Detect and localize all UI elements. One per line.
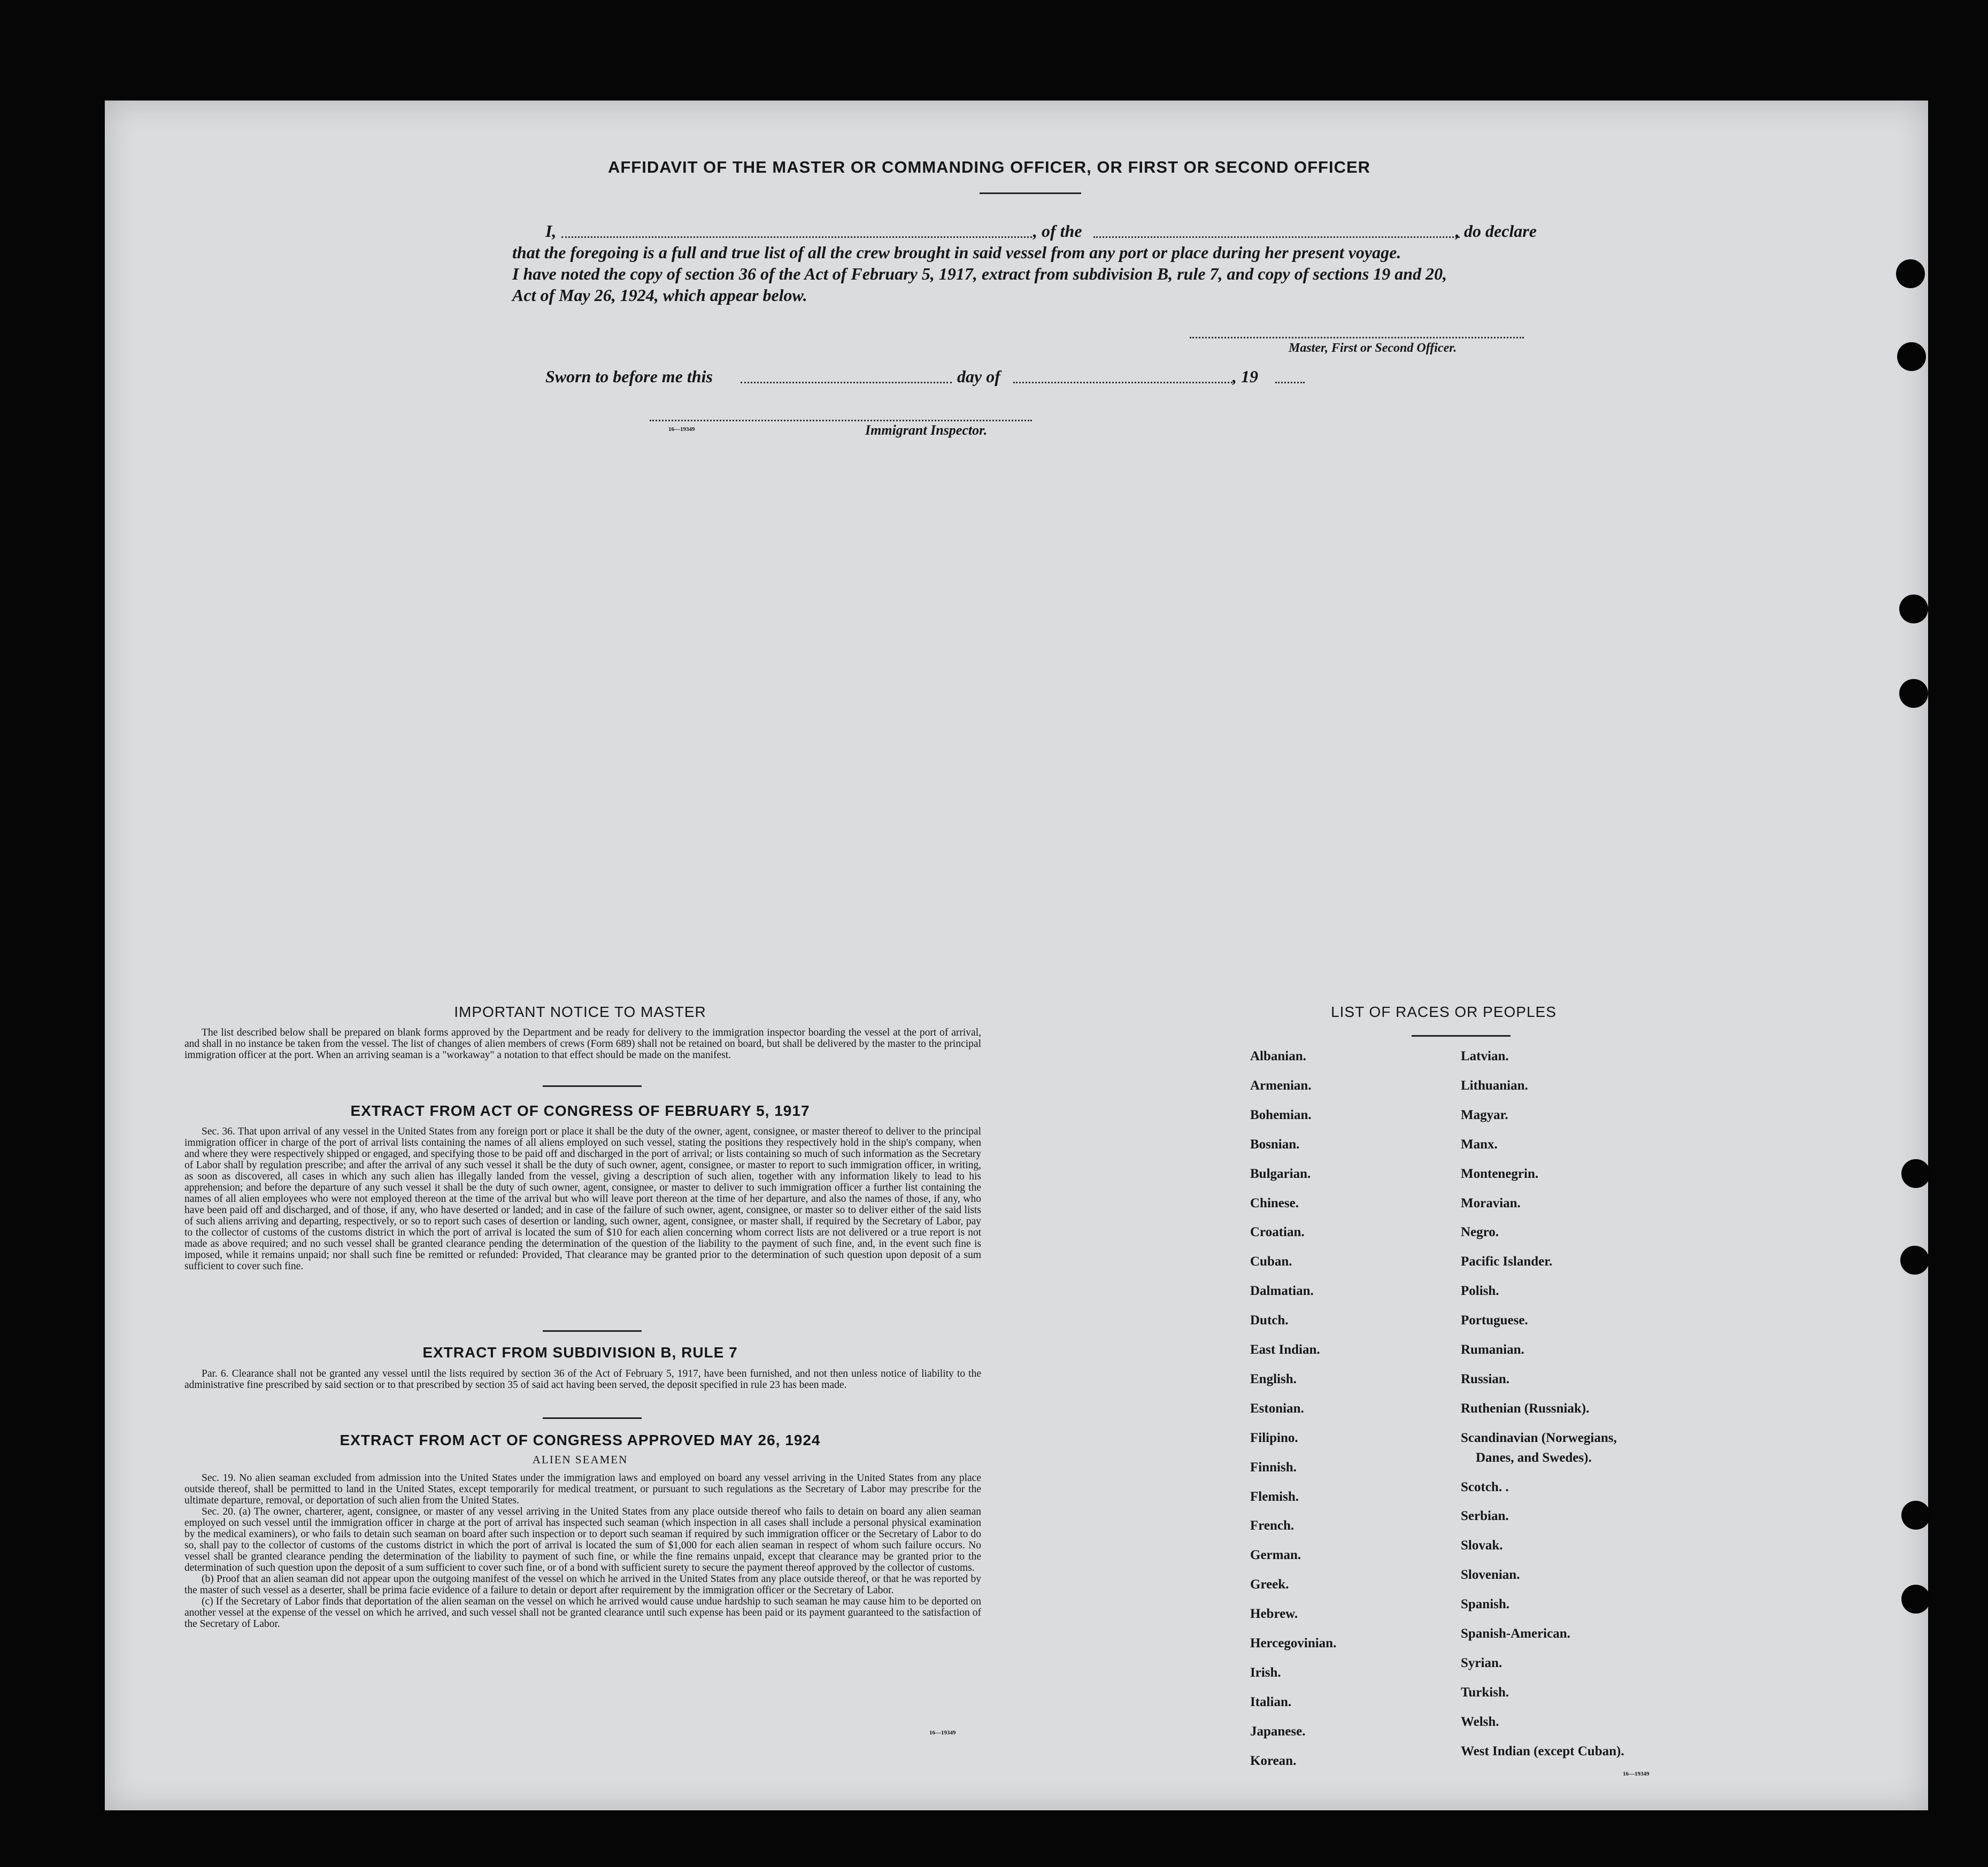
day-blank-field[interactable] — [741, 382, 952, 383]
race-item: Armenian. — [1250, 1078, 1312, 1093]
race-item: Greek. — [1250, 1577, 1289, 1592]
form-code: 16—19349 — [1623, 1771, 1650, 1777]
race-item: Serbian. — [1461, 1509, 1509, 1523]
race-item: Bosnian. — [1250, 1137, 1300, 1152]
race-item: Hercegovinian. — [1250, 1636, 1337, 1650]
section-20c-paragraph: (c) If the Secretary of Labor finds that deportation of the alien seaman on the vessel on which he arrived would cause undue hardship to such seaman he may cause him to be deported on another vessel at the expense of the vessel on which he arrived, and such vessel shall not be granted clearance until such expense has been paid or its payment guaranteed to the satisfaction of the Secretary of Labor. — [184, 1596, 981, 1630]
race-item: Italian. — [1250, 1695, 1292, 1709]
signature-blank-field[interactable] — [1190, 337, 1524, 338]
extract-1917-text — [184, 1126, 981, 1272]
race-item: Korean. — [1250, 1754, 1297, 1768]
notice-paragraph: The list described below shall be prepared on blank forms approved by the Department and be ready for delivery to the immigration inspector boarding the vessel at the port of arrival, and shall in no instance be taken from the vessel. The list of changes of alien members of crews (Form 689) shall not be retained on board, but shall be delivered by the master to the principal immigration officer at the port. When an arriving seaman is a "workaway" a notation to that effect should be made on the manifest. — [184, 1027, 981, 1061]
race-item: Scotch. . — [1461, 1480, 1509, 1494]
divider — [543, 1417, 642, 1419]
extract-1924-title: EXTRACT FROM ACT OF CONGRESS APPROVED MAY 26, 1924 — [340, 1432, 821, 1448]
binder-hole — [1901, 1159, 1930, 1188]
notice-title: IMPORTANT NOTICE TO MASTER — [454, 1004, 706, 1020]
race-item: Latvian. — [1461, 1049, 1509, 1063]
affidavit-line3: I have noted the copy of section 36 of the Act of February 5, 1917, extract from subdivision B, rule 7, and copy of sections 19 and 20, — [512, 264, 1447, 283]
race-item: Filipino. — [1250, 1431, 1298, 1445]
par6-paragraph: Par. 6. Clearance shall not be granted any vessel until the lists required by section 36 of the Act of February 5, 1917, have been furnished, and not then unless notice of liability to the administrative fine prescribed by said section or to that prescribed by section 35 of said act having been served, the deposit specified in rule 23 has been made. — [184, 1368, 981, 1391]
binder-hole — [1900, 1246, 1929, 1275]
affidavit-line1-end: , do declare — [1455, 221, 1537, 241]
race-item: French. — [1250, 1518, 1294, 1533]
affidavit-line2: that the foregoing is a full and true list of all the crew brought in said vessel from any port or place during her present voyage. — [512, 243, 1401, 262]
race-item: Danes, and Swedes). — [1476, 1451, 1592, 1465]
race-item: Syrian. — [1461, 1656, 1502, 1670]
race-item: Albanian. — [1250, 1049, 1306, 1063]
sworn-end: , 19 — [1232, 367, 1258, 386]
sworn-mid: day of — [957, 367, 1000, 386]
notice-text — [184, 1027, 981, 1061]
race-item: Bohemian. — [1250, 1108, 1312, 1122]
race-item: Lithuanian. — [1461, 1078, 1528, 1093]
race-item: Chinese. — [1250, 1196, 1299, 1210]
race-item: Slovenian. — [1461, 1568, 1520, 1582]
race-item: Negro. — [1461, 1225, 1499, 1239]
race-item: Croatian. — [1250, 1225, 1305, 1239]
race-item: English. — [1250, 1372, 1297, 1386]
binder-hole — [1901, 1585, 1930, 1614]
rule7-text — [184, 1368, 981, 1391]
race-item: Spanish. — [1461, 1597, 1510, 1611]
section-19-paragraph: Sec. 19. No alien seaman excluded from admission into the United States under the immigration laws and employed on board any vessel arriving in the United States from any place outside thereof, shall be permitted to land in the United States, except temporarily for medical treatment, or pursuant to such regulations as the Secretary of Labor may prescribe for the ultimate departure, removal, or deportation of such alien from the United States. — [184, 1472, 981, 1506]
race-item: Scandinavian (Norwegians, — [1461, 1431, 1617, 1445]
race-item: Ruthenian (Russniak). — [1461, 1401, 1590, 1416]
sworn-start: Sworn to before me this — [545, 367, 713, 386]
inspector-label: Immigrant Inspector. — [865, 422, 988, 438]
binder-hole — [1901, 1501, 1930, 1530]
race-item: Slovak. — [1461, 1538, 1503, 1553]
form-code: 16—19349 — [668, 426, 695, 433]
divider — [543, 1085, 642, 1087]
year-blank-field[interactable] — [1275, 382, 1305, 383]
race-item: East Indian. — [1250, 1343, 1320, 1357]
form-code: 16—19349 — [929, 1730, 956, 1736]
race-item: Manx. — [1461, 1137, 1498, 1152]
divider — [1412, 1035, 1511, 1037]
race-item: Estonian. — [1250, 1401, 1304, 1416]
name-blank-field[interactable] — [561, 236, 1032, 238]
race-item: Polish. — [1461, 1284, 1499, 1298]
race-item: Dutch. — [1250, 1313, 1289, 1328]
binder-hole — [1899, 595, 1928, 623]
race-item: Magyar. — [1461, 1108, 1508, 1122]
section-20a-paragraph: Sec. 20. (a) The owner, charterer, agent, consignee, or master of any vessel arriving in the United States from any place outside thereof who fails to detain on board any alien seaman employed on such vessel until the immigration officer in charge at the port of arrival has inspected such seaman (which inspection in all cases shall include a personal physical examination by the medical examiners), or who fails to detain such seaman on board after such inspection or to deport such seaman if required by such immigration officer or the Secretary of Labor to do so, shall pay to the collector of customs of the customs district in which the port of arrival is located the sum of $1,000 for each alien seaman in respect of whom such failure occurs. No vessel shall be granted clearance pending the determination of the liability to payment of such fine, or while the fine remains unpaid, except that clearance may be granted prior to the determination of such question upon the deposit of a sum sufficient to cover such fine, or of a bond with sufficient surety to secure the payment thereof approved by the collector of customs. — [184, 1506, 981, 1573]
race-item: Russian. — [1461, 1372, 1510, 1386]
extract-1917-title: EXTRACT FROM ACT OF CONGRESS OF FEBRUARY 5, 1917 — [350, 1102, 810, 1119]
race-item: Flemish. — [1250, 1490, 1299, 1504]
divider — [543, 1330, 642, 1332]
race-item: Moravian. — [1461, 1196, 1521, 1210]
race-item: Bulgarian. — [1250, 1167, 1311, 1181]
race-item: Dalmatian. — [1250, 1284, 1314, 1298]
signature-label: Master, First or Second Officer. — [1289, 341, 1457, 355]
race-item: Finnish. — [1250, 1460, 1297, 1475]
race-item: Pacific Islander. — [1461, 1254, 1553, 1269]
race-item: Welsh. — [1461, 1715, 1499, 1729]
race-item: Irish. — [1250, 1665, 1281, 1680]
race-item: Hebrew. — [1250, 1607, 1298, 1621]
race-item: Japanese. — [1250, 1724, 1306, 1739]
race-item: Rumanian. — [1461, 1343, 1524, 1357]
races-title: LIST OF RACES OR PEOPLES — [1331, 1004, 1557, 1020]
divider — [980, 192, 1081, 194]
race-item: German. — [1250, 1548, 1301, 1562]
vessel-blank-field[interactable] — [1093, 236, 1460, 238]
section-20b-paragraph: (b) Proof that an alien seaman did not appear upon the outgoing manifest of the vessel on which he arrived in the United States from any place outside thereof, or that he was reported by the master of such vessel as a deserter, shall be prima facie evidence of a failure to detain or deport after requirement by the immigration officer or the Secretary of Labor. — [184, 1573, 981, 1596]
race-item: Cuban. — [1250, 1254, 1292, 1269]
race-item: Spanish-American. — [1461, 1626, 1570, 1641]
affidavit-title: AFFIDAVIT OF THE MASTER OR COMMANDING OFFICER, OR FIRST OR SECOND OFFICER — [607, 158, 1371, 176]
alien-seamen-subtitle: ALIEN SEAMEN — [532, 1453, 628, 1466]
section-36-paragraph: Sec. 36. That upon arrival of any vessel in the United States from any foreign port or place it shall be the duty of the owner, agent, consignee, or master thereof to deliver to the principal immigration officer in charge of the port of arrival lists containing the names of all aliens employed on such vessel, stating the positions they respectively hold in the ship's company, when and where they were respectively shipped or engaged, and specifying those to be paid off and discharged in the port of arrival; or lists containing so much of such information as the Secretary of Labor shall by regulation prescribe; and after the arrival of any such vessel it shall be the duty of such owner, agent, consignee, or master to report to such immigration officer, in writing, as soon as discovered, all cases in which any such alien has illegally landed from the vessel, giving a description of such alien, together with any information likely to lead to his apprehension; and before the departure of any such vessel it shall be the duty of such owner, agent, consignee, or master to deliver to such immigration officer a further list containing the names of all alien employees who were not employed thereon at the time of the arrival but who will leave port thereon at the time of her departure, and also the names of those, if any, who have been paid off and discharged, and of those, if any, who have deserted or landed; and in case of the failure of such owner, agent, consignee, or master so to deliver either of the said lists of such aliens arriving and departing, respectively, or so to report such cases of desertion or landing, such owner, agent, consignee, or master shall, if required by the Secretary of Labor, pay to the collector of customs of the customs district in which the port of arrival is located the sum of $10 for each alien concerning whom correct lists are not delivered or a true report is not made as above required; and no such vessel shall be granted clearance pending the determination of the question of the liability to the payment of such fine, and, in the event such fine is imposed, while it remains unpaid; nor shall such fine be remitted or refunded: Provided, That clearance may be granted prior to the determination of such question upon deposit of a sum sufficient to cover such fine. — [184, 1126, 981, 1272]
extract-1924-text — [184, 1472, 981, 1630]
race-item: Turkish. — [1461, 1685, 1509, 1700]
binder-hole — [1897, 342, 1926, 371]
affidavit-line1-mid: , of the — [1033, 221, 1082, 241]
race-item: Portuguese. — [1461, 1313, 1528, 1328]
binder-hole — [1899, 679, 1928, 708]
inspector-signature-field[interactable] — [650, 420, 1032, 421]
binder-hole — [1896, 259, 1925, 288]
affidavit-line1-start: I, — [545, 221, 557, 241]
affidavit-line4: Act of May 26, 1924, which appear below. — [512, 286, 807, 305]
rule7-title: EXTRACT FROM SUBDIVISION B, RULE 7 — [422, 1344, 738, 1361]
race-item: Montenegrin. — [1461, 1167, 1539, 1181]
race-item: West Indian (except Cuban). — [1461, 1744, 1624, 1758]
month-blank-field[interactable] — [1013, 382, 1235, 383]
